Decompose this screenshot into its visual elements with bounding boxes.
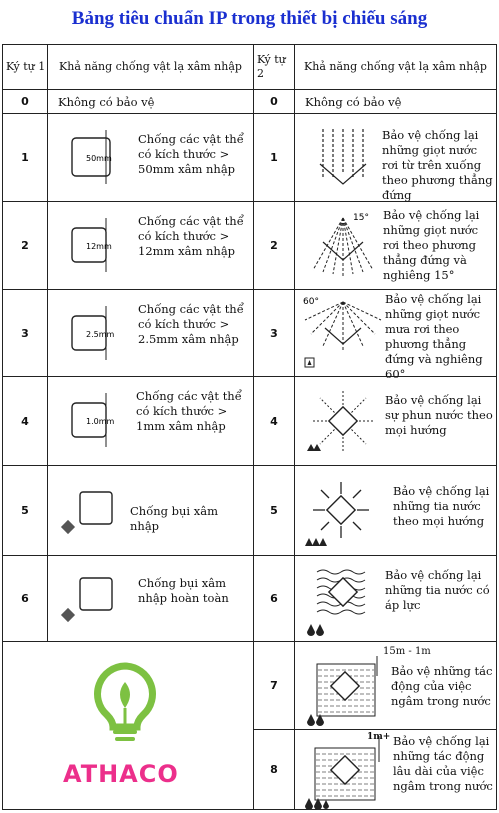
digit2-cell: 1 — [254, 114, 295, 202]
depth-label: 15m - 1m — [383, 646, 431, 657]
desc2-text: Bảo vệ chống lại những tác động lâu dài của việc ngâm trong nước — [393, 734, 493, 793]
desc1-cell — [48, 377, 254, 466]
desc2-text: Bảo vệ chống lại những giọt nước rơi từ trên xuống theo phương thẳng đứng — [382, 128, 493, 202]
desc1-text: Chống các vật thể có kích thước > 12mm xâm nhập — [138, 214, 244, 258]
digit2-cell: 5 — [254, 466, 295, 556]
angle-label: 15° — [353, 213, 369, 223]
desc2-text: Bảo vệ chống lại sự phun nước theo mọi hướng — [385, 393, 493, 437]
desc1-cell — [48, 556, 254, 642]
header-col3: Ký tự 2 — [254, 45, 295, 90]
digit2-cell: 8 — [254, 730, 295, 810]
desc1-text: Chống bụi xâm nhập — [130, 504, 219, 533]
header-col4: Khả năng chống vật lạ xâm nhập — [295, 45, 497, 90]
desc1-cell — [48, 202, 254, 290]
header-col1: Ký tự 1 — [3, 45, 48, 90]
ip-table — [2, 44, 497, 810]
desc2-cell — [295, 114, 497, 202]
digit1-cell: 5 — [3, 466, 48, 556]
depth-label: 1m+ — [367, 732, 391, 742]
splash-icon — [301, 381, 381, 461]
desc2-cell — [295, 202, 497, 290]
desc1-text: Chống các vật thể có kích thước > 50mm xâm nhập — [138, 132, 244, 176]
table-row — [3, 114, 497, 202]
desc1-cell — [48, 290, 254, 377]
svg-text:2.5mm: 2.5mm — [86, 330, 115, 339]
digit1-cell: 6 — [3, 556, 48, 642]
digit2-cell: 7 — [254, 642, 295, 730]
dust-tight-icon — [60, 570, 130, 630]
jets-icon — [299, 472, 383, 552]
logo-text: ATHACO — [63, 760, 179, 788]
desc1-text: Chống các vật thể có kích thước > 2.5mm xâm nhập — [138, 302, 244, 346]
svg-text:1.0mm: 1.0mm — [86, 417, 115, 426]
pressure-jets-icon — [303, 562, 383, 640]
desc2-text: Bảo vệ chống lại những tia nước có áp lực — [385, 568, 490, 612]
vertical-drops-icon — [315, 124, 375, 194]
table-row — [3, 556, 497, 642]
svg-text:12mm: 12mm — [86, 242, 112, 251]
desc1-cell — [48, 466, 254, 556]
probe-12mm-icon — [64, 216, 124, 276]
svg-text:50mm: 50mm — [86, 154, 112, 163]
desc1-cell: Không có bảo vệ — [48, 90, 254, 114]
drops-15-icon — [303, 210, 383, 285]
desc2-cell — [295, 556, 497, 642]
digit1-cell: 0 — [3, 90, 48, 114]
table-row — [3, 290, 497, 377]
desc2-cell — [295, 642, 497, 730]
desc2-cell — [295, 730, 497, 810]
drops-60-icon — [301, 294, 385, 374]
probe-2-5mm-icon — [64, 304, 124, 364]
digit2-cell: 3 — [254, 290, 295, 377]
table-row — [3, 642, 497, 730]
desc2-text: Bảo vệ những tác động của việc ngâm trong nước — [391, 664, 493, 708]
table-row — [3, 466, 497, 556]
table-row — [3, 90, 497, 114]
digit2-cell: 6 — [254, 556, 295, 642]
page-title: Bảng tiêu chuẩn IP trong thiết bị chiếu sáng — [71, 8, 428, 29]
desc2-text: Bảo vệ chống lại những giọt nước rơi theo phương thẳng đứng và nghiêng 15° — [383, 208, 480, 282]
digit1-cell: 2 — [3, 202, 48, 290]
digit1-cell: 3 — [3, 290, 48, 377]
digit2-cell: 4 — [254, 377, 295, 466]
digit1-cell: 4 — [3, 377, 48, 466]
header-row — [3, 45, 497, 90]
desc2-cell: Không có bảo vệ — [295, 90, 497, 114]
probe-1mm-icon — [64, 391, 124, 451]
digit2-cell: 2 — [254, 202, 295, 290]
desc2-text: Bảo vệ chống lại những tia nước theo mọi hướng — [393, 484, 490, 528]
desc1-text: Chống các vật thể có kích thước > 1mm xâm nhập — [136, 389, 242, 433]
table-row — [3, 377, 497, 466]
desc1-text: Chống bụi xâm nhập hoàn toàn — [138, 576, 229, 605]
desc2-text: Bảo vệ chống lại những giọt nước mưa rơi theo phương thẳng đứng và nghiêng 60° — [385, 292, 483, 381]
desc2-cell — [295, 290, 497, 381]
header-col2: Khả năng chống vật lạ xâm nhập — [48, 45, 254, 90]
digit2-cell: 0 — [254, 90, 295, 114]
probe-50mm-icon — [64, 128, 124, 188]
immersion-icon — [303, 646, 383, 726]
digit1-cell: 1 — [3, 114, 48, 202]
table-row — [3, 202, 497, 290]
desc2-cell — [295, 466, 497, 556]
lightbulb-logo-icon — [85, 662, 165, 744]
desc1-cell — [48, 114, 254, 202]
desc2-cell — [295, 377, 497, 466]
angle-label: 60° — [303, 297, 319, 307]
dust-icon — [60, 484, 130, 544]
